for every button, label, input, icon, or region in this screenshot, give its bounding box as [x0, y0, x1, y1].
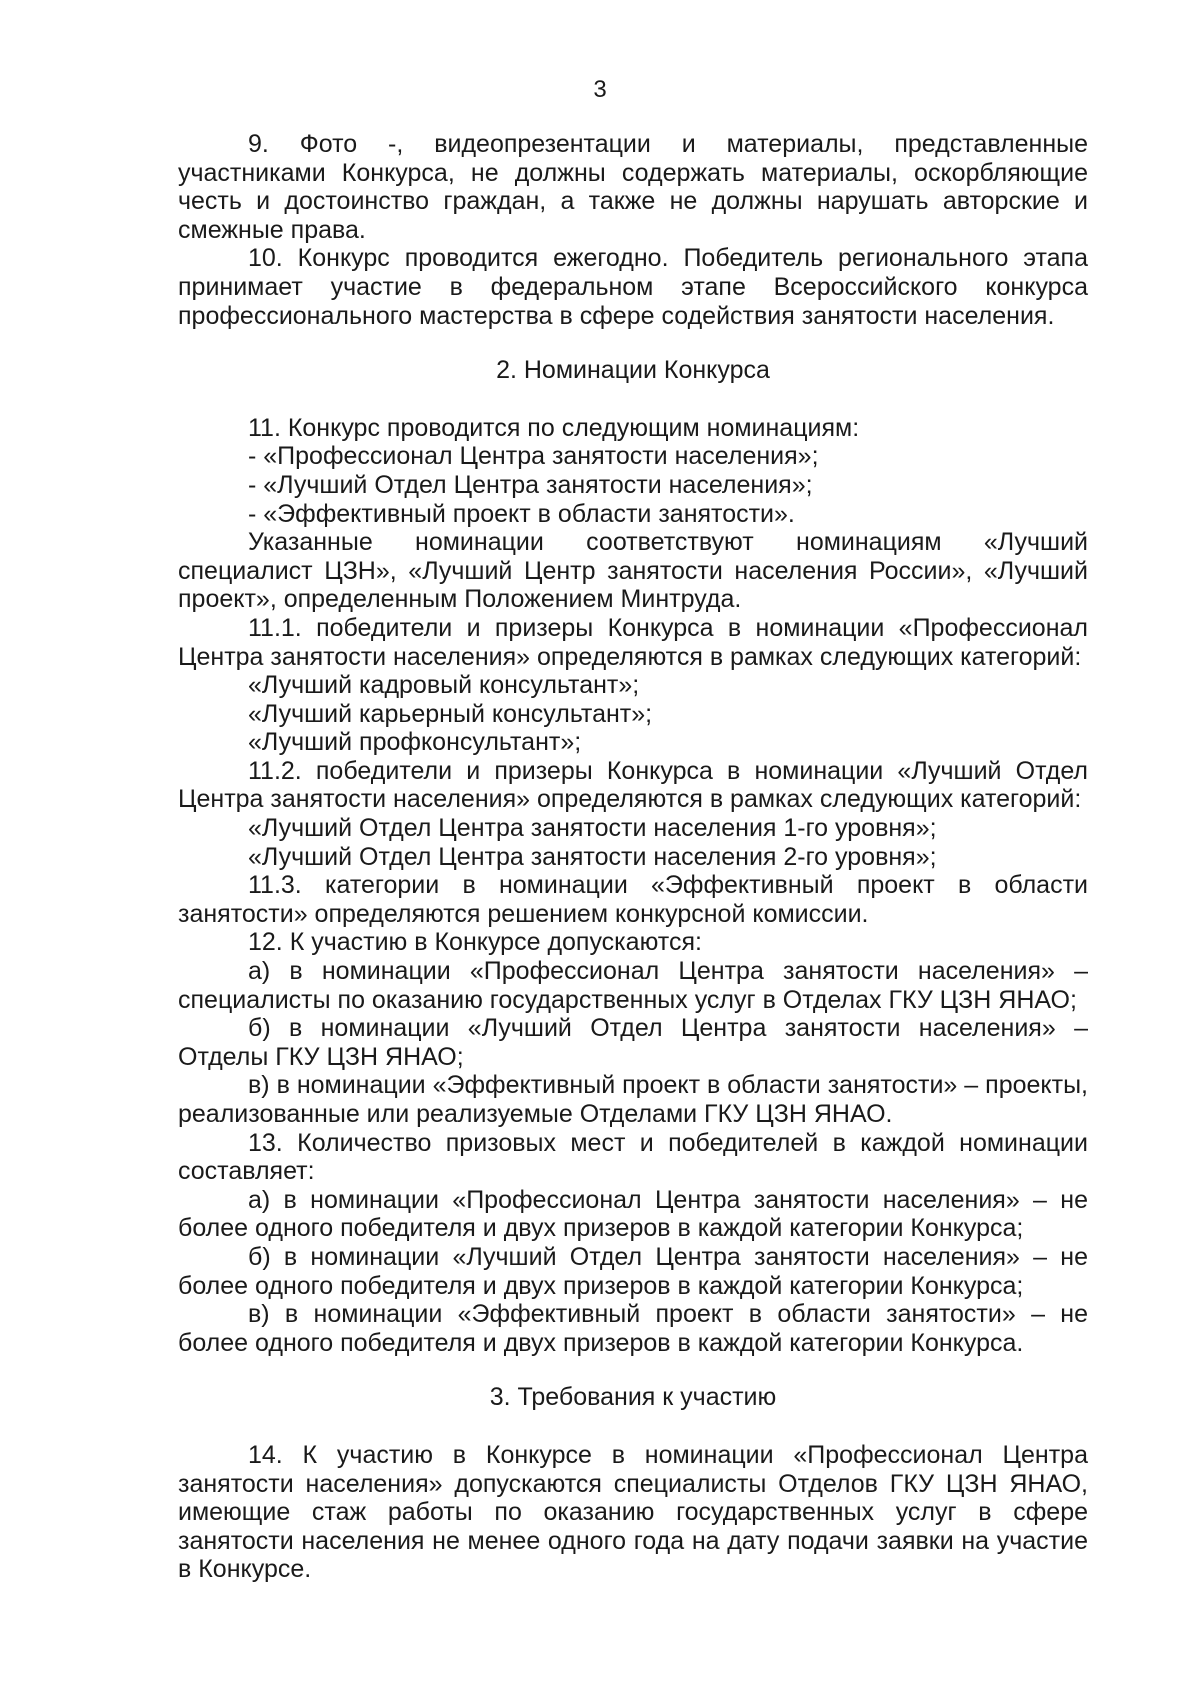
paragraph: «Лучший Отдел Центра занятости населения 1-го уровня»;	[248, 814, 937, 843]
paragraph: «Лучший профконсультант»;	[248, 728, 582, 757]
paragraph: 14. К участию в Конкурсе в номинации «Профессионал Центра занятости населения» допускаются специалисты Отделов ГКУ ЦЗН ЯНАО, имеющие стаж работы по оказанию государственных услуг в сфере занятости населения не менее одного года на дату подачи заявки на участие в Конкурсе.	[178, 1440, 1088, 1584]
paragraph: 11.2. победители и призеры Конкурса в номинации «Лучший Отдел Центра занятости населения» определяются в рамках следующих категорий:	[178, 756, 1088, 814]
document-body	[178, 130, 1088, 1584]
paragraph: - «Профессионал Центра занятости населения»;	[248, 442, 819, 471]
paragraph: б) в номинации «Лучший Отдел Центра занятости населения» – не более одного победителя и двух призеров в каждой категории Конкурса;	[178, 1242, 1088, 1300]
paragraph: а) в номинации «Профессионал Центра занятости населения» – не более одного победителя и двух призеров в каждой категории Конкурса;	[178, 1185, 1088, 1243]
paragraph: 12. К участию в Конкурсе допускаются:	[248, 928, 702, 957]
paragraph: в) в номинации «Эффективный проект в области занятости» – проекты, реализованные или реализуемые Отделами ГКУ ЦЗН ЯНАО.	[178, 1071, 1088, 1128]
section-heading: 2. Номинации Конкурса	[496, 356, 770, 385]
paragraph: «Лучший карьерный консультант»;	[248, 699, 653, 728]
paragraph: 9. Фото -, видеопрезентации и материалы, представленные участниками Конкурса, не должны содержать материалы, оскорбляющие честь и достоинство граждан, а также не должны нарушать авторские и смежные права.	[178, 130, 1088, 244]
paragraph: «Лучший кадровый консультант»;	[248, 671, 640, 700]
paragraph: б) в номинации «Лучший Отдел Центра занятости населения» – Отделы ГКУ ЦЗН ЯНАО;	[178, 1014, 1088, 1071]
paragraph: - «Эффективный проект в области занятости».	[248, 499, 795, 528]
paragraph: «Лучший Отдел Центра занятости населения 2-го уровня»;	[248, 842, 937, 871]
paragraph: 11.3. категории в номинации «Эффективный проект в области занятости» определяются решением конкурсной комиссии.	[178, 871, 1088, 928]
paragraph: 13. Количество призовых мест и победителей в каждой номинации составляет:	[178, 1128, 1088, 1186]
paragraph: Указанные номинации соответствуют номинациям «Лучший специалист ЦЗН», «Лучший Центр занятости населения России», «Лучший проект», определенным Положением Минтруда.	[178, 528, 1088, 614]
paragraph: 10. Конкурс проводится ежегодно. Победитель регионального этапа принимает участие в федеральном этапе Всероссийского конкурса профессионального мастерства в сфере содействия занятости населения.	[178, 244, 1088, 330]
paragraph: 11. Конкурс проводится по следующим номинациям:	[248, 413, 860, 442]
page-number: 3	[593, 76, 607, 103]
paragraph: а) в номинации «Профессионал Центра занятости населения» – специалисты по оказанию государственных услуг в Отделах ГКУ ЦЗН ЯНАО;	[178, 957, 1088, 1014]
paragraph: - «Лучший Отдел Центра занятости населения»;	[248, 470, 813, 499]
paragraph: в) в номинации «Эффективный проект в области занятости» – не более одного победителя и двух призеров в каждой категории Конкурса.	[178, 1300, 1088, 1357]
section-heading: 3. Требования к участию	[489, 1383, 777, 1412]
paragraph: 11.1. победители и призеры Конкурса в номинации «Профессионал Центра занятости населения» определяются в рамках следующих категорий:	[178, 613, 1088, 671]
